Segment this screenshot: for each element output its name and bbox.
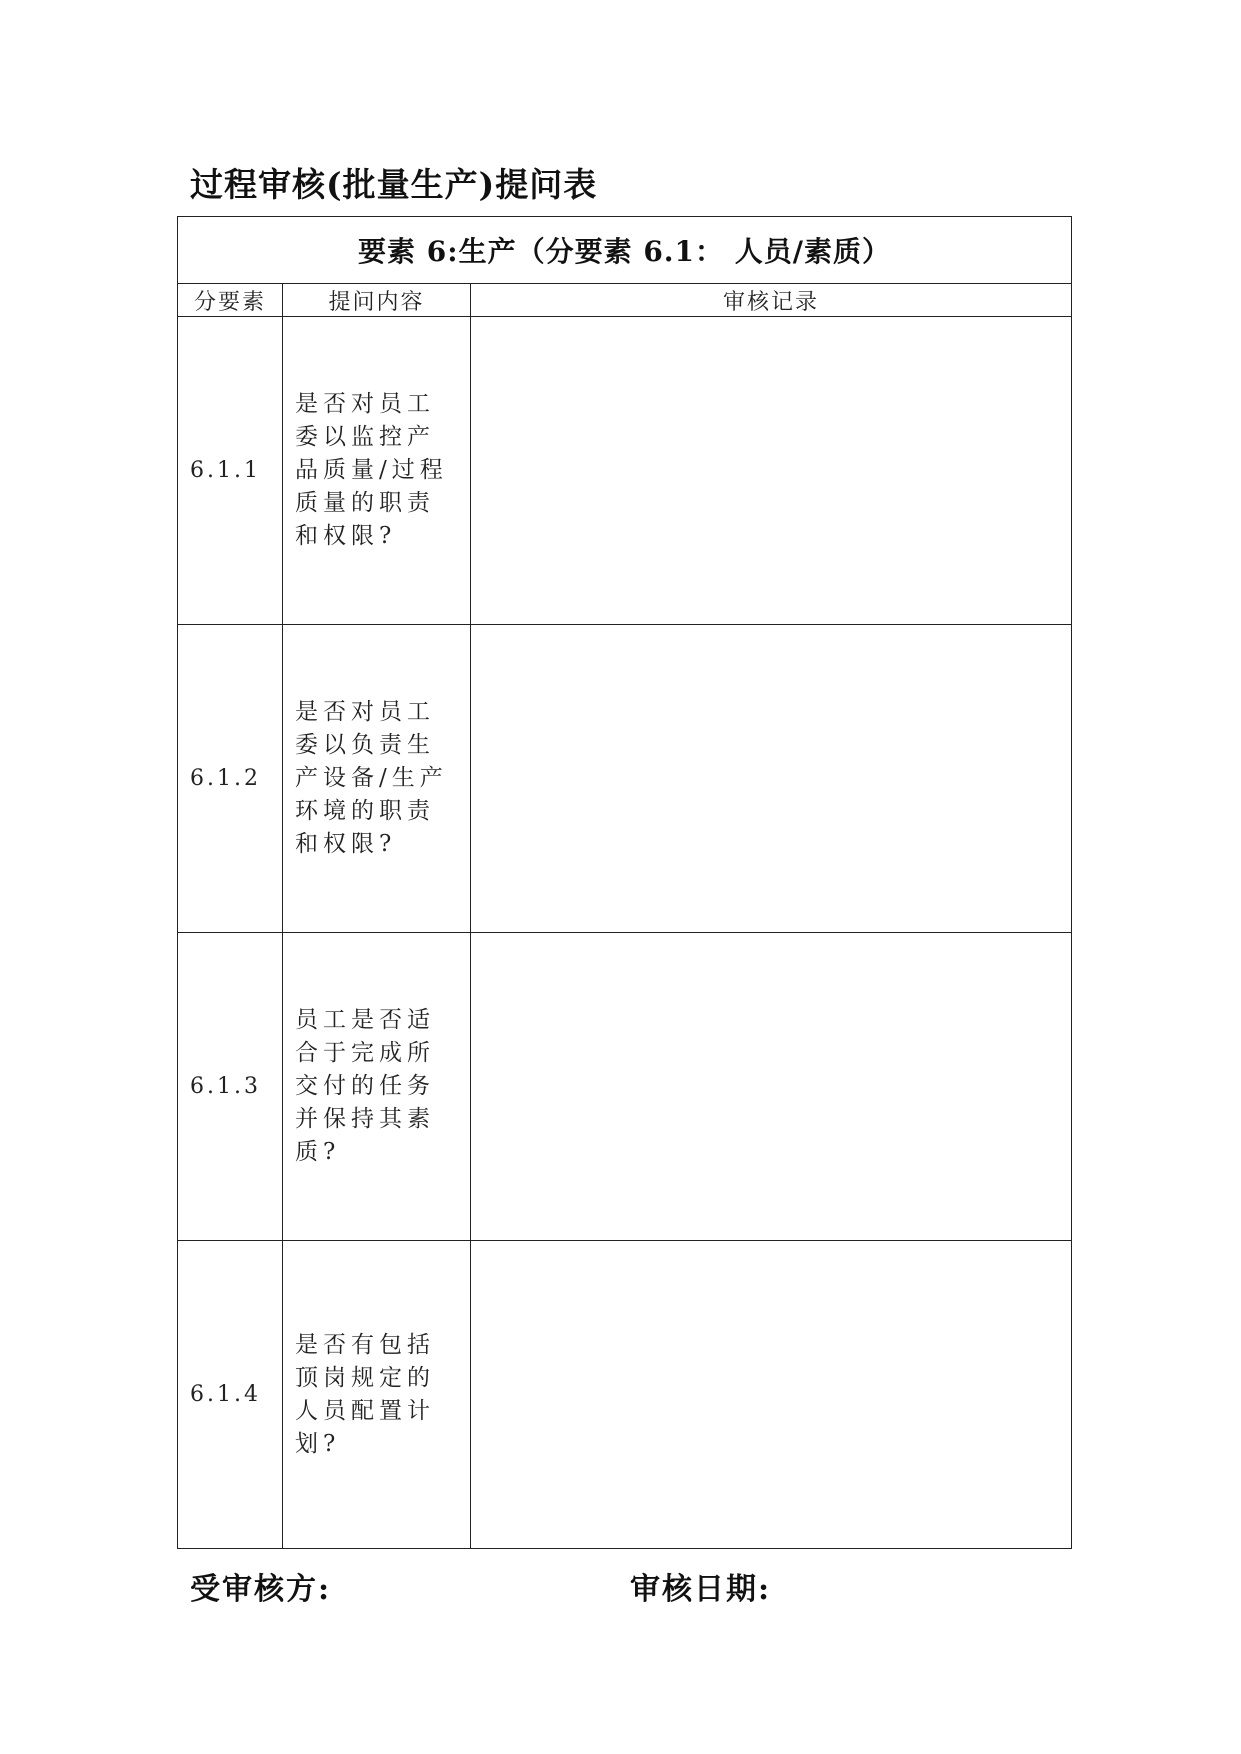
table-row xyxy=(178,317,1072,625)
table-row xyxy=(178,1241,1072,1549)
audit-date-label: 审核日期: xyxy=(630,1572,772,1607)
auditee-label: 受审核方: xyxy=(190,1572,332,1607)
question-text: 员工是否适合于完成所交付的任务并保持其素质? xyxy=(283,933,471,1241)
sub-element-id: 6.1.1 xyxy=(178,317,283,625)
audit-question-table xyxy=(177,216,1072,1549)
audit-record-cell[interactable] xyxy=(471,1241,1072,1549)
table-row xyxy=(178,933,1072,1241)
document-title: 过程审核(批量生产)提问表 xyxy=(190,165,598,204)
table-row xyxy=(178,625,1072,933)
sub-element-id: 6.1.3 xyxy=(178,933,283,1241)
table-header-row xyxy=(178,284,1072,317)
header-record: 审核记录 xyxy=(471,284,1072,317)
header-sub-element: 分要素 xyxy=(178,284,283,317)
question-text: 是否有包括顶岗规定的人员配置计划? xyxy=(283,1241,471,1549)
element-title: 要素 6:生产（分要素 6.1： 人员/素质） xyxy=(178,217,1072,284)
sub-element-id: 6.1.4 xyxy=(178,1241,283,1549)
question-text: 是否对员工委以监控产品质量/过程质量的职责和权限? xyxy=(283,317,471,625)
audit-record-cell[interactable] xyxy=(471,625,1072,933)
sub-element-id: 6.1.2 xyxy=(178,625,283,933)
question-text: 是否对员工委以负责生产设备/生产环境的职责和权限? xyxy=(283,625,471,933)
audit-record-cell[interactable] xyxy=(471,317,1072,625)
audit-record-cell[interactable] xyxy=(471,933,1072,1241)
header-question: 提问内容 xyxy=(283,284,471,317)
